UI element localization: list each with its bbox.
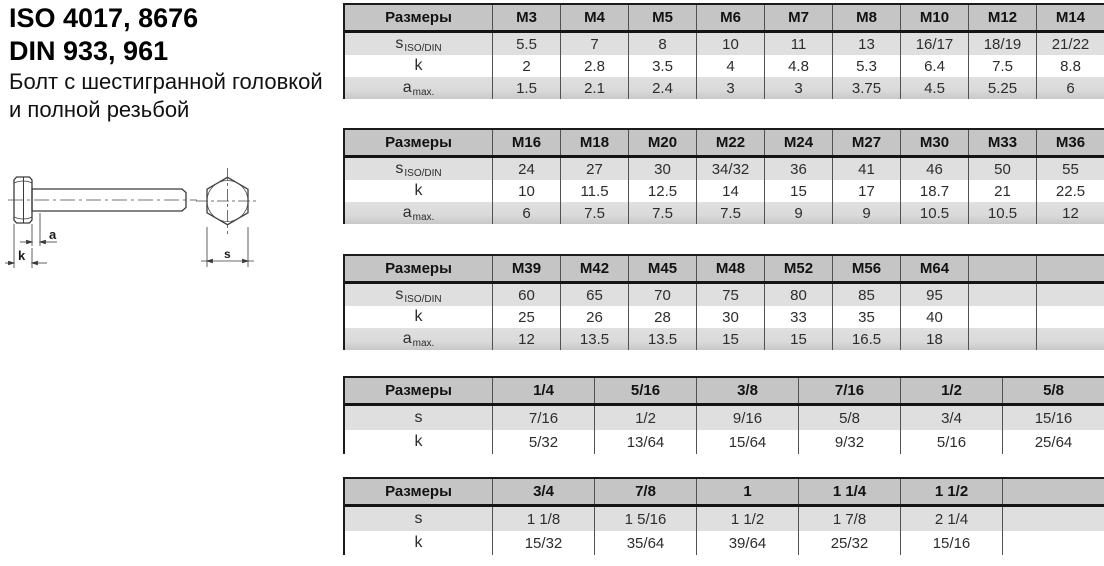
table-row-k <box>345 55 1104 77</box>
value-cell: 13 <box>832 33 900 55</box>
size-column-header: M30 <box>900 130 968 155</box>
sizes-header-cell: Размеры <box>385 9 452 26</box>
size-column-header: M3 <box>492 5 560 30</box>
value-cell: 50 <box>968 158 1036 180</box>
value-cell: 13.5 <box>628 328 696 350</box>
value-cell: 7/16 <box>492 406 594 430</box>
value-cell: 8 <box>628 33 696 55</box>
size-column-header: M8 <box>832 5 900 30</box>
title-block <box>9 2 323 124</box>
value-cell: 30 <box>696 306 764 328</box>
value-cell: 7.5 <box>696 202 764 224</box>
row-label-s: s ISO/DIN <box>395 286 442 305</box>
value-cell: 41 <box>832 158 900 180</box>
value-cell: 2.1 <box>560 77 628 99</box>
row-label-k: k <box>414 433 423 450</box>
sizes-header-cell: Размеры <box>385 134 452 151</box>
value-cell: 80 <box>764 284 832 306</box>
value-cell: 55 <box>1036 158 1104 180</box>
size-column-header: 3/4 <box>492 479 594 504</box>
value-cell: 18 <box>900 328 968 350</box>
value-cell: 3.5 <box>628 55 696 77</box>
table-header-row <box>345 479 1104 507</box>
din-standard-title: DIN 933, 961 <box>9 36 169 66</box>
value-cell: 9 <box>832 202 900 224</box>
value-cell <box>1036 328 1104 350</box>
value-cell: 33 <box>764 306 832 328</box>
value-cell: 4.5 <box>900 77 968 99</box>
table-row-k <box>345 531 1104 555</box>
size-column-header: M6 <box>696 5 764 30</box>
value-cell: 25 <box>492 306 560 328</box>
value-cell: 1 5/16 <box>594 507 696 531</box>
value-cell: 7.5 <box>560 202 628 224</box>
table-row-a <box>345 202 1104 224</box>
description-line-2: и полной резьбой <box>9 97 190 122</box>
iso-standard-title: ISO 4017, 8676 <box>9 3 199 33</box>
sizes-header-cell: Размеры <box>385 260 452 277</box>
value-cell: 1 1/8 <box>492 507 594 531</box>
size-column-header: 7/16 <box>798 378 900 403</box>
value-cell: 8.8 <box>1036 55 1104 77</box>
value-cell: 2.8 <box>560 55 628 77</box>
value-cell: 13.5 <box>560 328 628 350</box>
value-cell: 7 <box>560 33 628 55</box>
value-cell <box>968 284 1036 306</box>
value-cell: 3.75 <box>832 77 900 99</box>
size-column-header: M16 <box>492 130 560 155</box>
table-row-k <box>345 180 1104 202</box>
size-column-header: M64 <box>900 256 968 281</box>
size-column-header: 5/8 <box>1002 378 1104 403</box>
row-label-s: s <box>414 510 423 527</box>
value-cell: 14 <box>696 180 764 202</box>
value-cell: 3 <box>696 77 764 99</box>
table-row-s <box>345 158 1104 180</box>
metric-sizes-m3-m14 <box>343 3 1104 99</box>
size-column-header: M45 <box>628 256 696 281</box>
value-cell: 70 <box>628 284 696 306</box>
row-label-k: k <box>414 57 423 74</box>
value-cell: 75 <box>696 284 764 306</box>
size-column-header: 7/8 <box>594 479 696 504</box>
description-line-1: Болт с шестигранной головкой <box>9 69 323 94</box>
size-column-header: M24 <box>764 130 832 155</box>
size-column-header: M27 <box>832 130 900 155</box>
value-cell: 9 <box>764 202 832 224</box>
size-column-header: M5 <box>628 5 696 30</box>
value-cell: 2 1/4 <box>900 507 1002 531</box>
value-cell: 10.5 <box>900 202 968 224</box>
value-cell: 15 <box>764 328 832 350</box>
value-cell: 65 <box>560 284 628 306</box>
value-cell: 9/32 <box>798 430 900 454</box>
value-cell: 5/32 <box>492 430 594 454</box>
value-cell: 5.5 <box>492 33 560 55</box>
value-cell: 7.5 <box>968 55 1036 77</box>
value-cell: 15/16 <box>1002 406 1104 430</box>
row-label-k: k <box>414 534 423 551</box>
value-cell: 3 <box>764 77 832 99</box>
value-cell: 5.3 <box>832 55 900 77</box>
size-column-header <box>1002 479 1104 504</box>
inch-sizes-quarter-to-5-8 <box>343 376 1104 454</box>
value-cell: 5/16 <box>900 430 1002 454</box>
inch-sizes-3-4-to-1-1-2 <box>343 477 1104 555</box>
sizes-header-cell: Размеры <box>385 382 452 399</box>
value-cell: 6 <box>1036 77 1104 99</box>
size-column-header: M18 <box>560 130 628 155</box>
value-cell: 26 <box>560 306 628 328</box>
value-cell: 15/64 <box>696 430 798 454</box>
value-cell: 25/32 <box>798 531 900 555</box>
size-column-header <box>968 256 1036 281</box>
value-cell: 4 <box>696 55 764 77</box>
table-row-k <box>345 306 1104 328</box>
size-column-header: M4 <box>560 5 628 30</box>
value-cell: 18.7 <box>900 180 968 202</box>
value-cell <box>1036 284 1104 306</box>
value-cell: 46 <box>900 158 968 180</box>
value-cell: 30 <box>628 158 696 180</box>
value-cell: 95 <box>900 284 968 306</box>
size-column-header: M56 <box>832 256 900 281</box>
dimension-a <box>20 213 57 246</box>
value-cell: 6.4 <box>900 55 968 77</box>
row-label-k: k <box>414 308 423 325</box>
value-cell: 10.5 <box>968 202 1036 224</box>
size-column-header <box>1036 256 1104 281</box>
table-row-s <box>345 406 1104 430</box>
dimension-a-label: a <box>49 227 57 242</box>
table-row-a <box>345 328 1104 350</box>
value-cell: 36 <box>764 158 832 180</box>
value-cell: 5/8 <box>798 406 900 430</box>
value-cell: 15 <box>764 180 832 202</box>
size-column-header: M22 <box>696 130 764 155</box>
table-header-row <box>345 130 1104 158</box>
table-row-k <box>345 430 1104 454</box>
value-cell: 12 <box>1036 202 1104 224</box>
row-label-a: a max. <box>402 204 435 223</box>
value-cell: 11 <box>764 33 832 55</box>
row-label-s: s ISO/DIN <box>395 35 442 54</box>
size-column-header: M48 <box>696 256 764 281</box>
value-cell: 22.5 <box>1036 180 1104 202</box>
value-cell: 15/32 <box>492 531 594 555</box>
dimension-k-label: k <box>18 248 26 263</box>
value-cell: 85 <box>832 284 900 306</box>
bolt-technical-drawing <box>5 160 285 295</box>
value-cell: 34/32 <box>696 158 764 180</box>
value-cell: 16/17 <box>900 33 968 55</box>
size-column-header: M12 <box>968 5 1036 30</box>
size-column-header: 1 1/4 <box>798 479 900 504</box>
value-cell: 1 7/8 <box>798 507 900 531</box>
value-cell: 2.4 <box>628 77 696 99</box>
size-column-header: 1/2 <box>900 378 1002 403</box>
metric-sizes-m16-m36 <box>343 128 1104 224</box>
row-label-k: k <box>414 182 423 199</box>
value-cell: 60 <box>492 284 560 306</box>
table-row-s <box>345 284 1104 306</box>
value-cell: 40 <box>900 306 968 328</box>
value-cell: 1.5 <box>492 77 560 99</box>
value-cell <box>968 328 1036 350</box>
size-column-header: M10 <box>900 5 968 30</box>
value-cell: 6 <box>492 202 560 224</box>
size-column-header: M33 <box>968 130 1036 155</box>
value-cell: 2 <box>492 55 560 77</box>
row-label-a: a max. <box>402 330 435 349</box>
value-cell: 7.5 <box>628 202 696 224</box>
value-cell: 15/16 <box>900 531 1002 555</box>
value-cell: 35/64 <box>594 531 696 555</box>
value-cell: 10 <box>492 180 560 202</box>
bolt-head-end-view <box>196 168 259 234</box>
value-cell <box>1036 306 1104 328</box>
dimension-k <box>5 224 47 268</box>
size-column-header: 1 <box>696 479 798 504</box>
value-cell: 18/19 <box>968 33 1036 55</box>
table-row-s <box>345 507 1104 531</box>
value-cell: 17 <box>832 180 900 202</box>
size-column-header: M52 <box>764 256 832 281</box>
size-column-header: M36 <box>1036 130 1104 155</box>
sizes-header-cell: Размеры <box>385 483 452 500</box>
size-column-header: 1/4 <box>492 378 594 403</box>
table-row-s <box>345 33 1104 55</box>
value-cell: 4.8 <box>764 55 832 77</box>
size-column-header: 3/8 <box>696 378 798 403</box>
row-label-a: a max. <box>402 79 435 98</box>
value-cell: 3/4 <box>900 406 1002 430</box>
value-cell: 11.5 <box>560 180 628 202</box>
size-column-header: 5/16 <box>594 378 696 403</box>
value-cell: 12.5 <box>628 180 696 202</box>
value-cell: 39/64 <box>696 531 798 555</box>
size-column-header: M14 <box>1036 5 1104 30</box>
value-cell: 13/64 <box>594 430 696 454</box>
value-cell: 25/64 <box>1002 430 1104 454</box>
size-column-header: 1 1/2 <box>900 479 1002 504</box>
dimension-s-label: s <box>224 247 231 261</box>
size-column-header: M42 <box>560 256 628 281</box>
row-label-s: s <box>414 409 423 426</box>
table-row-a <box>345 77 1104 99</box>
value-cell: 9/16 <box>696 406 798 430</box>
table-header-row <box>345 256 1104 284</box>
value-cell <box>1002 531 1104 555</box>
value-cell: 35 <box>832 306 900 328</box>
value-cell: 27 <box>560 158 628 180</box>
value-cell: 16.5 <box>832 328 900 350</box>
size-column-header: M7 <box>764 5 832 30</box>
value-cell: 1 1/2 <box>696 507 798 531</box>
table-header-row <box>345 5 1104 33</box>
value-cell: 12 <box>492 328 560 350</box>
value-cell: 21/22 <box>1036 33 1104 55</box>
size-column-header: M39 <box>492 256 560 281</box>
value-cell: 28 <box>628 306 696 328</box>
value-cell <box>1002 507 1104 531</box>
value-cell: 1/2 <box>594 406 696 430</box>
value-cell: 5.25 <box>968 77 1036 99</box>
size-column-header: M20 <box>628 130 696 155</box>
row-label-s: s ISO/DIN <box>395 160 442 179</box>
value-cell: 10 <box>696 33 764 55</box>
value-cell: 15 <box>696 328 764 350</box>
value-cell <box>968 306 1036 328</box>
value-cell: 24 <box>492 158 560 180</box>
metric-sizes-m39-m64 <box>343 254 1104 350</box>
table-header-row <box>345 378 1104 406</box>
value-cell: 21 <box>968 180 1036 202</box>
